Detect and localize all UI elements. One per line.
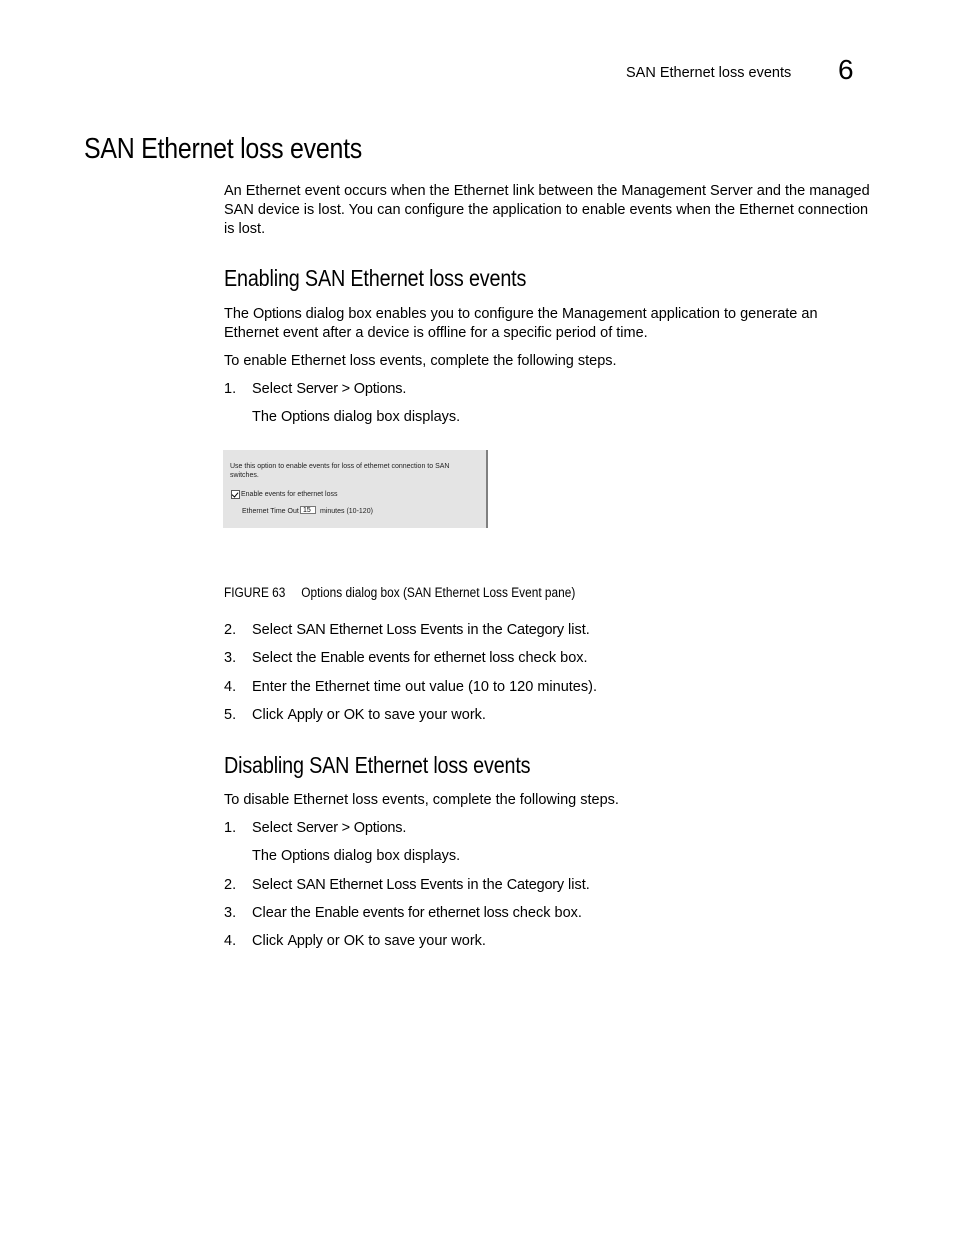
text-run: to save your work.	[364, 933, 486, 949]
step-number: 3.	[224, 905, 237, 921]
text-run: Select	[252, 622, 297, 638]
step-number: 5.	[224, 707, 237, 723]
enable-ethernet-loss-checkbox[interactable]	[231, 490, 240, 499]
text-run: Click	[252, 707, 288, 723]
chapter-number: 6	[838, 54, 854, 85]
text-run: Select	[252, 381, 297, 397]
text-run: The	[252, 848, 282, 864]
disabling-heading: Disabling SAN Ethernet loss events	[224, 752, 531, 778]
enable-ethernet-loss-label: Enable events for ethernet loss	[241, 491, 338, 498]
disabling-step-1-result	[252, 847, 460, 866]
figure-title: Options dialog box (SAN Ethernet Loss Event pane)	[301, 585, 576, 600]
ui-term: Apply	[287, 707, 323, 723]
step-number: 4.	[224, 679, 237, 695]
enabling-heading: Enabling SAN Ethernet loss events	[224, 265, 527, 291]
step-text: Enter the Ethernet time out value (10 to 120 minutes).	[252, 679, 597, 695]
text-run: .	[402, 820, 407, 836]
ui-term: OK	[343, 707, 365, 723]
step-number: 4.	[224, 933, 237, 949]
ui-term: Enable events for ethernet loss	[320, 650, 515, 666]
step-number: 2.	[224, 622, 237, 638]
text-run: Select	[252, 820, 297, 836]
ui-term: Category	[506, 877, 564, 893]
disabling-steps-intro: To disable Ethernet loss events, complete the following steps.	[224, 792, 619, 808]
text-run: list.	[564, 622, 590, 638]
ui-term: Server > Options	[296, 381, 403, 397]
ui-term: SAN Ethernet Loss Events	[296, 877, 464, 893]
step-number: 2.	[224, 877, 237, 893]
step-number: 3.	[224, 650, 237, 666]
figure-label: FIGURE 63	[224, 585, 286, 600]
ui-term: Category	[506, 622, 564, 638]
ui-term: Server > Options	[296, 820, 403, 836]
ui-term: Apply	[287, 933, 323, 949]
text-run: in the	[463, 622, 507, 638]
ui-term: SAN Ethernet Loss Events	[296, 622, 464, 638]
enabling-paragraph	[224, 305, 864, 343]
text-run: check box.	[508, 905, 582, 921]
text-run: .	[402, 381, 407, 397]
text-run: in the	[463, 877, 507, 893]
text-run: or	[322, 933, 344, 949]
enabling-steps-intro: To enable Ethernet loss events, complete the following steps.	[224, 353, 617, 369]
text-run: Click	[252, 933, 288, 949]
running-header-title: SAN Ethernet loss events	[626, 65, 792, 81]
ethernet-timeout-label: Ethernet Time Out	[242, 508, 299, 515]
ui-term: Options	[281, 409, 330, 425]
step-number: 1.	[224, 820, 237, 836]
step-number: 1.	[224, 381, 237, 397]
figure-description-line-1: Use this option to enable events for loss of ethernet connection to SAN	[230, 463, 450, 470]
text-run: list.	[564, 877, 590, 893]
text-run: or	[322, 707, 344, 723]
enabling-step-1-result	[252, 408, 460, 427]
text-run: check box.	[514, 650, 588, 666]
ethernet-timeout-input[interactable]: 15	[300, 506, 316, 514]
text-run: The	[252, 409, 282, 425]
text-run: dialog box displays.	[329, 409, 461, 425]
text-run: to save your work.	[364, 707, 486, 723]
text-run: Clear the	[252, 905, 315, 921]
ui-term: Enable events for ethernet loss	[314, 905, 509, 921]
text-run: dialog box displays.	[329, 848, 461, 864]
text-run: Select the	[252, 650, 321, 666]
options-dialog-figure	[223, 450, 488, 528]
ui-term: Options	[281, 848, 330, 864]
text-run: Select	[252, 877, 297, 893]
intro-paragraph: An Ethernet event occurs when the Ethernet link between the Management Server and the managed SAN device is lost. You can configure the application to enable events when the Ethernet connection is lost.	[224, 183, 870, 237]
figure-description-line-2: switches.	[230, 472, 259, 479]
ethernet-timeout-units: minutes (10-120)	[320, 508, 373, 515]
figure-caption	[224, 585, 575, 600]
text-run: The	[224, 306, 254, 322]
text-run: dialog box enables you to configure the Management application to generate an Ethernet event after a device is offline for a specific period of time.	[224, 306, 818, 341]
ui-term: Options	[253, 306, 302, 322]
ui-term: OK	[343, 933, 365, 949]
page-title: SAN Ethernet loss events	[84, 133, 362, 165]
